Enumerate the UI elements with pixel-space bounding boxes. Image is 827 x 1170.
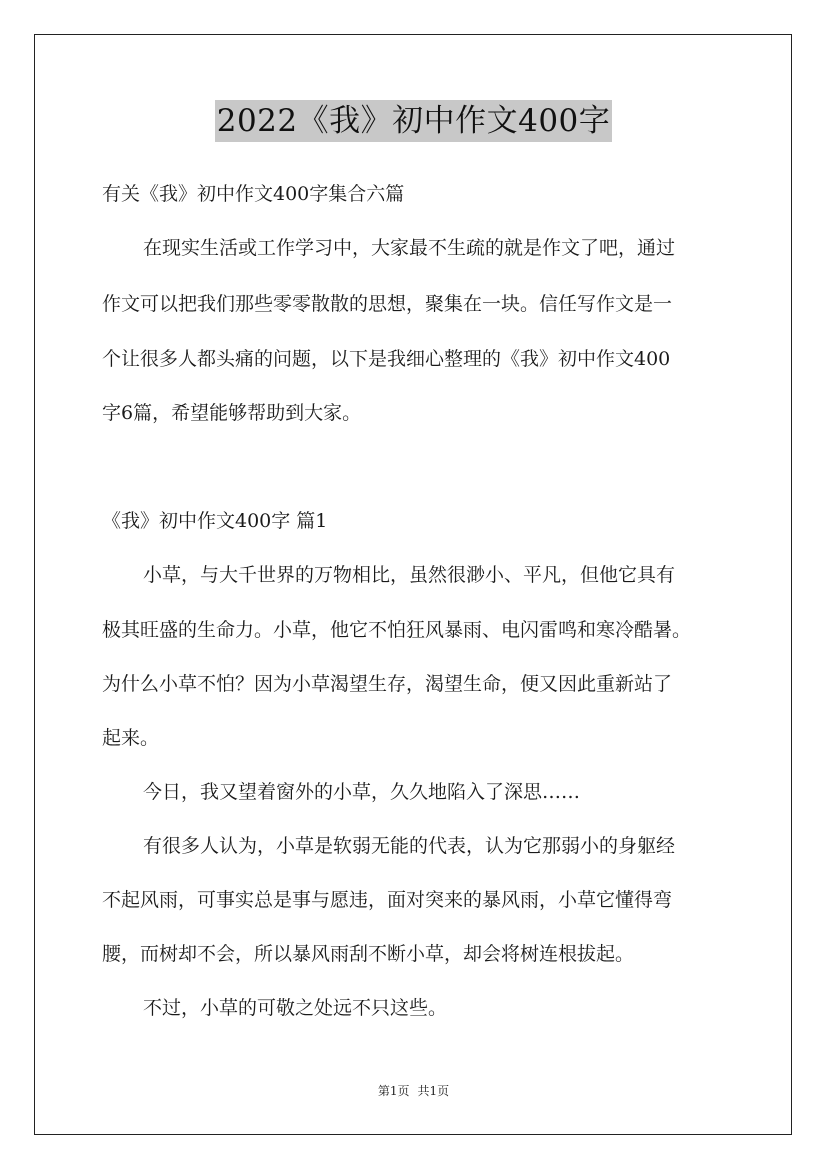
essay-line: 为什么小草不怕？因为小草渴望生存，渴望生命，便又因此重新站了 <box>102 673 673 695</box>
title-block <box>0 100 827 142</box>
page-number: 第1页 <box>377 1084 410 1098</box>
intro-line: 在现实生活或工作学习中，大家最不生疏的就是作文了吧，通过 <box>143 237 676 259</box>
essay-line: 小草，与大千世界的万物相比，虽然很渺小、平凡，但他它具有 <box>143 564 676 586</box>
essay-line: 今日，我又望着窗外的小草，久久地陷入了深思…… <box>143 781 581 803</box>
document-title: 2022《我》初中作文400字 <box>215 100 613 142</box>
page-total: 共1页 <box>417 1084 450 1098</box>
essay-line: 不过，小草的可敬之处远不只这些。 <box>143 997 448 1019</box>
essay-line: 不起风雨，可事实总是事与愿违，面对突来的暴风雨，小草它懂得弯 <box>102 889 673 911</box>
essay-line: 起来。 <box>102 727 160 749</box>
intro-line: 个让很多人都头痛的问题，以下是我细心整理的《我》初中作文400 <box>102 348 671 370</box>
intro-line: 字6篇，希望能够帮助到大家。 <box>102 402 362 424</box>
essay-line: 有很多人认为，小草是软弱无能的代表，认为它那弱小的身躯经 <box>143 835 676 857</box>
essay-line: 极其旺盛的生命力。小草，他它不怕狂风暴雨、电闪雷鸣和寒冷酷暑。 <box>102 619 692 641</box>
intro-line: 作文可以把我们那些零零散散的思想，聚集在一块。信任写作文是一 <box>102 293 673 315</box>
essay-heading: 《我》初中作文400字 篇1 <box>102 510 328 532</box>
essay-line: 腰，而树却不会，所以暴风雨刮不断小草，却会将树连根拔起。 <box>102 943 635 965</box>
document-subtitle: 有关《我》初中作文400字集合六篇 <box>102 183 405 205</box>
page-footer <box>0 1083 827 1099</box>
